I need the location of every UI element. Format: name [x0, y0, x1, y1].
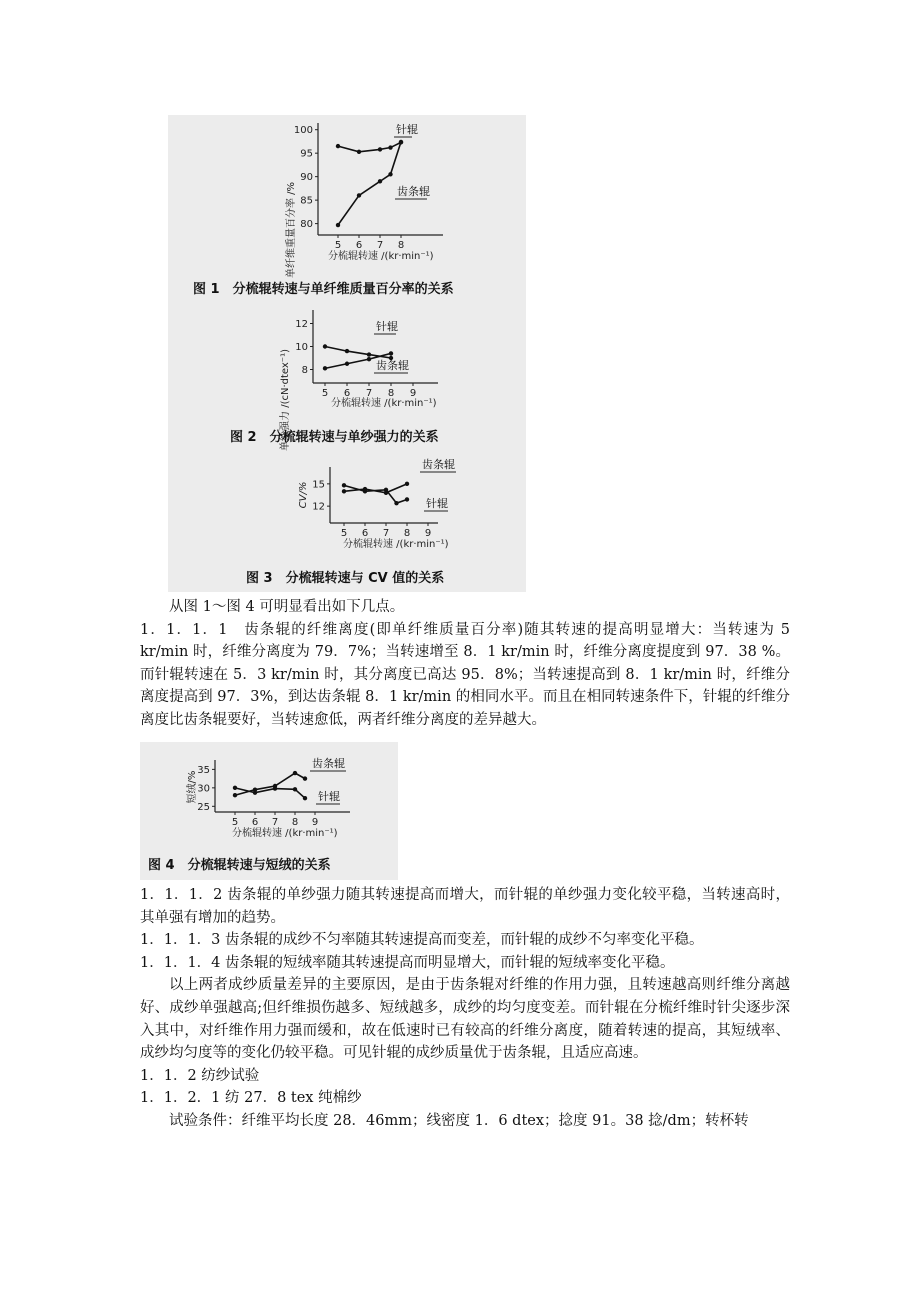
fig1-ytick-label-3: 95 [300, 148, 313, 160]
fig2-series-1-point-1 [345, 362, 349, 366]
fig2-series-0-point-0 [323, 344, 327, 348]
fig3-xtick-label-2: 7 [382, 528, 390, 539]
fig3-label-sawtooth: 齿条辊 [422, 458, 455, 471]
fig3-ylabel: CV/% [298, 481, 309, 509]
fig2-ytick-label-0: 8 [301, 365, 308, 376]
body-text-upper [140, 596, 790, 732]
fig4-xtick-label-0: 5 [231, 817, 239, 828]
fig3-series-1-point-4 [405, 497, 409, 501]
fig3-xtick-label-3: 8 [403, 528, 411, 539]
fig2-label-sawtooth: 齿条辊 [376, 359, 409, 372]
fig3-ytick-label-0: 12 [312, 501, 325, 513]
fig4-label-needle: 针辊 [318, 790, 340, 803]
fig4-series-1-point-4 [303, 796, 307, 800]
fig1-series-line-1 [338, 142, 401, 225]
section-1121-heading: 1．1．2．1 纺 27．8 tex 纯棉纱 [140, 1090, 362, 1107]
fig2-xtick-label-2: 7 [365, 388, 373, 399]
fig2-xtick-label-3: 8 [387, 388, 395, 399]
fig2-series-0-point-2 [367, 352, 371, 356]
fig4-series-0-point-4 [303, 776, 307, 780]
fig1-series-1-point-1 [357, 193, 361, 197]
fig3-xtick-label-1: 6 [361, 528, 369, 539]
fig1-series-0-point-2 [378, 147, 382, 151]
fig1-series-1-point-3 [388, 172, 392, 176]
fig4-caption: 图 4 分梳辊转速与短绒的关系 [148, 858, 331, 873]
fig1-ytick-label-0: 80 [300, 219, 313, 231]
section-1111-paragraph: 1．1．1．1 齿条辊的纤维离度(即单纤维质量百分率)随其转速的提高明显增大：当转速为 5 kr/min 时，纤维分离度为 79．7%；当转速增至 8．1 kr/min 时，纤维分离度提度到 97．38 %。而针辊转速在 5．3 kr/min 时，其分离度已高达 95．8%；当转速提高到 8．1 kr/min 时，纤维分离度提高到 97．3%，到达齿条辊 8．1 kr/min 的相同水平。而且在相同转速条件下，针辊的纤维分离度比齿条辊要好，当转速愈低，两者纤维分离度的差异越大。 [140, 621, 790, 728]
fig4-series-1-point-2 [273, 786, 277, 790]
summary-paragraph: 以上两者成纱质量差异的主要原因，是由于齿条辊对纤维的作用力强，且转速越高则纤维分离越好、成纱单强越高;但纤维损伤越多、短绒越多，成纱的均匀度变差。而针辊在分梳纤维时针尖逐步深入其中，对纤维作用力强而缓和，故在低速时已有较高的纤维分离度，随着转速的提高，其短绒率、成纱均匀度等的变化仍较平稳。可见针辊的成纱质量优于齿条辊，且适应高速。 [140, 977, 790, 1062]
fig2-xtick-label-4: 9 [409, 388, 417, 399]
figure-scan-4 [140, 742, 398, 880]
fig2-xlabel: 分梳辊转速 /(kr·min⁻¹) [331, 398, 437, 409]
fig1-label-sawtooth: 齿条辊 [397, 185, 430, 198]
fig2-ytick-label-2: 12 [295, 319, 308, 330]
figure-4-chart [148, 756, 350, 873]
fig4-series-1-point-1 [253, 790, 257, 794]
fig2-caption: 图 2 分梳辊转速与单纱强力的关系 [230, 430, 439, 445]
section-1114-paragraph: 1．1．1．4 齿条辊的短绒率随其转速提高而明显增大，而针辊的短绒率变化平稳。 [140, 954, 675, 971]
fig2-xtick-label-0: 5 [321, 388, 329, 399]
fig3-xlabel: 分梳辊转速 /(kr·min⁻¹) [343, 539, 449, 550]
fig1-ytick-label-4: 100 [293, 125, 313, 137]
fig1-xtick-label-0: 5 [334, 240, 342, 251]
figures-1-3-svg [168, 115, 526, 592]
fig4-ytick-label-1: 30 [197, 783, 210, 795]
fig2-label-needle: 针辊 [376, 320, 398, 333]
fig1-series-1-point-4 [399, 140, 403, 144]
fig1-xtick-label-3: 8 [397, 240, 405, 251]
intro-paragraph: 从图 1～图 4 可明显看出如下几点。 [169, 599, 405, 615]
fig4-series-1-point-3 [293, 787, 297, 791]
fig3-xtick-label-0: 5 [340, 528, 348, 539]
figure-1-chart [193, 122, 454, 297]
fig3-label-needle: 针辊 [426, 497, 448, 510]
section-1113-paragraph: 1．1．1．3 齿条辊的成纱不匀率随其转速提高而变差，而针辊的成纱不匀率变化平稳。 [140, 932, 704, 949]
fig3-caption: 图 3 分梳辊转速与 CV 值的关系 [246, 571, 445, 586]
fig4-xtick-label-1: 6 [251, 817, 259, 828]
fig2-series-0-point-1 [345, 349, 349, 353]
fig4-ytick-label-2: 35 [197, 764, 210, 776]
fig1-ytick-label-2: 90 [300, 172, 313, 184]
fig4-series-1-point-0 [233, 786, 237, 790]
fig3-series-0-point-3 [405, 482, 409, 486]
fig1-xtick-label-1: 6 [355, 240, 363, 251]
fig1-series-1-point-2 [378, 179, 382, 183]
fig1-label-needle: 针辊 [396, 123, 418, 136]
fig4-ytick-label-0: 25 [197, 801, 210, 813]
fig4-series-0-point-3 [293, 771, 297, 775]
fig3-series-0-point-0 [342, 489, 346, 493]
fig4-series-line-0 [235, 773, 305, 795]
fig2-series-1-point-3 [389, 351, 393, 355]
fig3-ytick-label-1: 15 [312, 479, 325, 491]
fig4-xlabel: 分梳辊转速 /(kr·min⁻¹) [232, 828, 338, 839]
fig2-ylabel: 单纱强力 /(cN·dtex⁻¹) [280, 349, 291, 451]
fig4-xtick-label-2: 7 [271, 817, 279, 828]
fig3-series-1-point-0 [342, 483, 346, 487]
fig2-xtick-label-1: 6 [343, 388, 351, 399]
test-conditions-paragraph: 试验条件：纤维平均长度 28．46mm；线密度 1．6 dtex；捻度 91。38 捻/dm；转杯转 [169, 1112, 749, 1129]
fig3-xtick-label-4: 9 [424, 528, 432, 539]
fig1-caption: 图 1 分梳辊转速与单纤维质量百分率的关系 [193, 282, 454, 297]
figure-3-chart [246, 457, 456, 586]
fig4-xtick-label-3: 8 [291, 817, 299, 828]
fig1-ytick-label-1: 85 [300, 195, 313, 207]
fig1-series-0-point-3 [388, 145, 392, 149]
fig3-series-1-point-1 [363, 489, 367, 493]
fig4-label-sawtooth: 齿条辊 [312, 757, 345, 770]
figure-2-chart [230, 310, 439, 451]
fig3-series-1-point-2 [384, 488, 388, 492]
fig3-series-1-point-3 [394, 501, 398, 505]
fig4-series-0-point-0 [233, 793, 237, 797]
fig2-ytick-label-1: 10 [295, 342, 308, 353]
fig4-xtick-label-4: 9 [311, 817, 319, 828]
figure-scan-1-3 [168, 115, 526, 592]
fig1-series-0-point-0 [336, 144, 340, 148]
figure-4-svg [140, 742, 398, 880]
fig1-series-0-point-1 [357, 150, 361, 154]
fig2-series-1-point-0 [323, 366, 327, 370]
section-1112-paragraph: 1．1．1．2 齿条辊的单纱强力随其转速提高而增大，而针辊的单纱强力变化较平稳，当转速高时，其单强有增加的趋势。 [140, 887, 790, 926]
section-112-heading: 1．1．2 纺纱试验 [140, 1067, 260, 1084]
fig1-series-1-point-0 [336, 223, 340, 227]
fig2-series-1-point-2 [367, 357, 371, 361]
fig1-xlabel: 分梳辊转速 /(kr·min⁻¹) [328, 251, 434, 262]
fig4-ylabel: 短绒/% [187, 770, 198, 804]
body-text-lower [140, 884, 790, 1133]
fig1-xtick-label-2: 7 [376, 240, 384, 251]
fig1-ylabel: 单纤维重量百分率 /% [286, 181, 297, 279]
